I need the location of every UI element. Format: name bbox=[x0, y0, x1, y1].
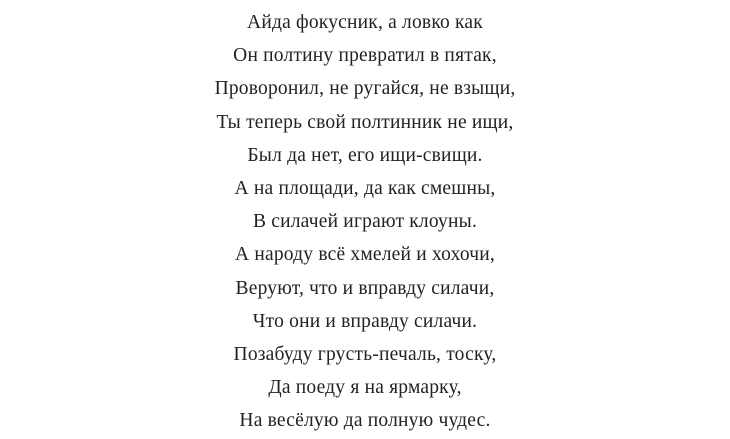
poem-line: Он полтину превратил в пятак, bbox=[233, 45, 497, 67]
poem-line: Да поеду я на ярмарку, bbox=[268, 377, 462, 399]
poem-line: Ты теперь свой полтинник не ищи, bbox=[216, 111, 514, 133]
poem-line: Что они и вправду силачи. bbox=[252, 310, 478, 332]
poem-line: В силачей играют клоуны. bbox=[252, 211, 478, 233]
poem-line: Был да нет, его ищи-свищи. bbox=[247, 144, 483, 166]
poem-line: А на площади, да как смешны, bbox=[234, 178, 496, 200]
poem-line: На весёлую да полную чудес. bbox=[239, 410, 491, 432]
poem-line: Айда фокусник, а ловко как bbox=[247, 12, 483, 33]
poem-line: А народу всё хмелей и хохочи, bbox=[234, 244, 495, 266]
poem-line: Проворонил, не ругайся, не взыщи, bbox=[214, 78, 516, 100]
poem-line: Веруют, что и вправду силачи, bbox=[235, 277, 495, 299]
poem-line: Позабуду грусть-печаль, тоску, bbox=[233, 344, 497, 366]
